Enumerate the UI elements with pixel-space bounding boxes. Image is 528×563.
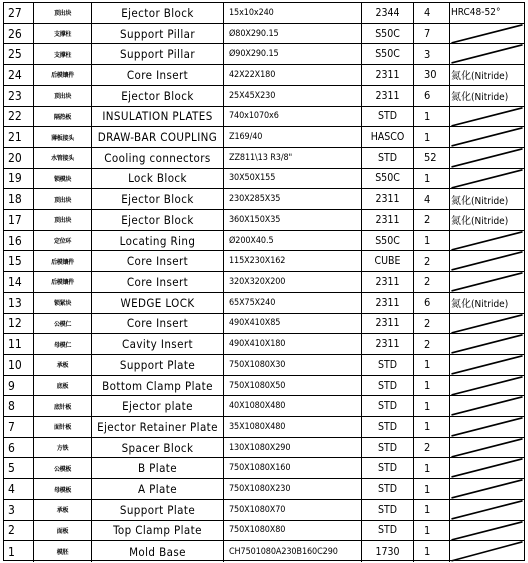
remark-cell [450,314,524,334]
quantity-cell: 2 [414,334,450,354]
part-name-cell: WEDGE LOCK [92,293,224,313]
part-name-cell: Ejector Block [92,189,224,209]
part-name-cell: Ejector Block [92,86,224,106]
empty-remark-diagonal [450,396,524,416]
material-cell: 2311 [362,86,414,106]
size-cell: 15x10x240 [224,3,362,23]
empty-remark-diagonal [450,438,524,458]
part-name-cell: Core Insert [92,272,224,292]
empty-remark-diagonal [450,231,524,251]
material-cell: STD [362,521,414,541]
quantity-cell: 1 [414,376,450,396]
remark-cell [450,148,524,168]
table-row [4,189,524,210]
remark-cell [450,541,524,562]
table-row [4,272,524,293]
material-cell: 2311 [362,293,414,313]
remark-cell [450,376,524,396]
remark-cell [450,44,524,64]
empty-remark-diagonal [450,251,524,271]
quantity-cell: 2 [414,272,450,292]
item-number-cell: 9 [4,376,34,396]
material-cell: 1730 [362,541,414,562]
item-number-cell: 24 [4,65,34,85]
chinese-name-cell: 方铁 [34,438,92,458]
size-cell: 35X1080X480 [224,417,362,437]
size-cell: 25X45X230 [224,86,362,106]
part-name-cell: Support Plate [92,355,224,375]
part-name-cell: Lock Block [92,169,224,189]
empty-remark-diagonal [450,417,524,437]
table-row [4,65,524,86]
remark-cell: 氮化(Nitride) [451,92,509,104]
empty-remark-diagonal [450,314,524,334]
quantity-cell: 1 [414,500,450,520]
quantity-cell: 7 [414,24,450,44]
material-cell: 2311 [362,65,414,85]
quantity-cell: 1 [414,127,450,147]
item-number-cell: 18 [4,189,34,209]
quantity-cell: 4 [414,3,450,23]
part-name-cell: Core Insert [92,251,224,271]
part-name-cell: Ejector Block [92,3,224,23]
table-row [4,396,524,417]
remark-cell: 氮化(Nitride) [451,299,509,311]
table-row [4,438,524,459]
chinese-name-cell: 顶出块 [34,3,92,23]
remark-cell [450,500,524,520]
part-name-cell: Support Pillar [92,44,224,64]
quantity-cell: 1 [414,355,450,375]
size-cell: ZZ811\13 R3/8" [224,148,362,168]
table-row [4,521,524,542]
size-cell: Z169/40 [224,127,362,147]
chinese-name-cell: 支撑柱 [34,44,92,64]
item-number-cell: 6 [4,438,34,458]
chinese-name-cell: 锁紧块 [34,293,92,313]
table-row [4,231,524,252]
empty-remark-diagonal [450,148,524,168]
chinese-name-cell: 承板 [34,355,92,375]
empty-remark-diagonal [450,458,524,478]
material-cell: STD [362,355,414,375]
size-cell: 750X1080X160 [224,458,362,478]
item-number-cell: 10 [4,355,34,375]
part-name-cell: B Plate [92,458,224,478]
remark-cell [450,355,524,375]
quantity-cell: 1 [414,417,450,437]
material-cell: S50C [362,24,414,44]
material-cell: S50C [362,231,414,251]
item-number-cell: 12 [4,314,34,334]
size-cell: 750X1080X70 [224,500,362,520]
table-row [4,148,524,169]
item-number-cell: 25 [4,44,34,64]
empty-remark-diagonal [450,334,524,354]
quantity-cell: 1 [414,458,450,478]
item-number-cell: 3 [4,500,34,520]
remark-cell [450,396,524,416]
item-number-cell: 2 [4,521,34,541]
remark-cell [450,251,524,271]
material-cell: STD [362,417,414,437]
table-row [4,500,524,521]
item-number-cell: 13 [4,293,34,313]
material-cell: 2311 [362,189,414,209]
item-number-cell: 27 [4,3,34,23]
size-cell: 750X1080X30 [224,355,362,375]
remark-cell: 氮化(Nitride) [451,216,509,228]
remark-cell [450,169,524,189]
item-number-cell: 15 [4,251,34,271]
material-cell: STD [362,376,414,396]
empty-remark-diagonal [450,355,524,375]
chinese-name-cell: 模胚 [34,541,92,562]
item-number-cell: 1 [4,541,34,562]
remark-cell [450,231,524,251]
part-name-cell: Ejector plate [92,396,224,416]
chinese-name-cell: 公模板 [34,458,92,478]
material-cell: STD [362,458,414,478]
item-number-cell: 22 [4,107,34,127]
bill-of-materials-table [3,2,525,561]
table-row [4,417,524,438]
size-cell: 42X22X180 [224,65,362,85]
empty-remark-diagonal [450,521,524,541]
table-row [4,479,524,500]
material-cell: CUBE [362,251,414,271]
chinese-name-cell: 母模板 [34,479,92,499]
table-row [4,24,524,45]
item-number-cell: 16 [4,231,34,251]
item-number-cell: 20 [4,148,34,168]
table-row [4,458,524,479]
quantity-cell: 1 [414,231,450,251]
size-cell: Ø200X40.5 [224,231,362,251]
chinese-name-cell: 母模仁 [34,334,92,354]
size-cell: 360X150X35 [224,210,362,230]
part-name-cell: Ejector Retainer Plate [92,417,224,437]
part-name-cell: Support Pillar [92,24,224,44]
chinese-name-cell: 后模镶件 [34,251,92,271]
part-name-cell: INSULATION PLATES [92,107,224,127]
table-row [4,541,524,562]
chinese-name-cell: 定位环 [34,231,92,251]
table-row [4,334,524,355]
item-number-cell: 4 [4,479,34,499]
empty-remark-diagonal [450,169,524,189]
chinese-name-cell: 隔热板 [34,107,92,127]
material-cell: 2311 [362,314,414,334]
quantity-cell: 4 [414,189,450,209]
part-name-cell: Core Insert [92,65,224,85]
material-cell: 2311 [362,210,414,230]
remark-cell [450,24,524,44]
remark-cell [450,458,524,478]
size-cell: 490X410X85 [224,314,362,334]
item-number-cell: 14 [4,272,34,292]
remark-cell: HRC48-52° [451,7,501,19]
material-cell: STD [362,438,414,458]
table-row [4,127,524,148]
remark-cell [450,479,524,499]
quantity-cell: 6 [414,86,450,106]
part-name-cell: Cooling connectors [92,148,224,168]
item-number-cell: 26 [4,24,34,44]
table-row [4,3,524,24]
part-name-cell: Core Insert [92,314,224,334]
size-cell: 320X320X200 [224,272,362,292]
quantity-cell: 1 [414,479,450,499]
size-cell: 750X1080X230 [224,479,362,499]
quantity-cell: 1 [414,107,450,127]
table-row [4,86,524,107]
size-cell: 115X230X162 [224,251,362,271]
empty-remark-diagonal [450,44,524,64]
part-name-cell: Spacer Block [92,438,224,458]
quantity-cell: 1 [414,521,450,541]
chinese-name-cell: 底针板 [34,396,92,416]
part-name-cell: Locating Ring [92,231,224,251]
size-cell: CH7501080A230B160C290 [224,541,362,562]
chinese-name-cell: 承板 [34,500,92,520]
material-cell: S50C [362,44,414,64]
material-cell: STD [362,107,414,127]
quantity-cell: 3 [414,44,450,64]
quantity-cell: 2 [414,210,450,230]
chinese-name-cell: 锁模块 [34,169,92,189]
size-cell: 750X1080X80 [224,521,362,541]
table-row [4,210,524,231]
size-cell: Ø90X290.15 [224,44,362,64]
part-name-cell: Top Clamp Plate [92,521,224,541]
empty-remark-diagonal [450,541,524,562]
chinese-name-cell: 顶出块 [34,210,92,230]
item-number-cell: 11 [4,334,34,354]
size-cell: 230X285X35 [224,189,362,209]
chinese-name-cell: 顶出块 [34,86,92,106]
material-cell: 2311 [362,334,414,354]
quantity-cell: 52 [414,148,450,168]
item-number-cell: 5 [4,458,34,478]
part-name-cell: Ejector Block [92,210,224,230]
table-row [4,169,524,190]
chinese-name-cell: 面针板 [34,417,92,437]
item-number-cell: 8 [4,396,34,416]
quantity-cell: 2 [414,314,450,334]
quantity-cell: 1 [414,169,450,189]
chinese-name-cell: 薄板接头 [34,127,92,147]
quantity-cell: 2 [414,438,450,458]
table-row [4,251,524,272]
size-cell: 30X50X155 [224,169,362,189]
size-cell: 740x1070x6 [224,107,362,127]
empty-remark-diagonal [450,376,524,396]
table-row [4,355,524,376]
size-cell: 40X1080X480 [224,396,362,416]
size-cell: 490X410X180 [224,334,362,354]
item-number-cell: 19 [4,169,34,189]
quantity-cell: 30 [414,65,450,85]
material-cell: STD [362,148,414,168]
item-number-cell: 17 [4,210,34,230]
remark-cell [450,107,524,127]
empty-remark-diagonal [450,24,524,44]
chinese-name-cell: 顶出块 [34,189,92,209]
remark-cell: 氮化(Nitride) [451,71,509,83]
item-number-cell: 21 [4,127,34,147]
chinese-name-cell: 后模镶件 [34,272,92,292]
material-cell: 2311 [362,272,414,292]
remark-cell [450,272,524,292]
part-name-cell: DRAW-BAR COUPLING [92,127,224,147]
table-row [4,107,524,128]
material-cell: STD [362,479,414,499]
size-cell: 130X1080X290 [224,438,362,458]
part-name-cell: Mold Base [92,541,224,562]
quantity-cell: 1 [414,396,450,416]
empty-remark-diagonal [450,272,524,292]
part-name-cell: Bottom Clamp Plate [92,376,224,396]
material-cell: S50C [362,169,414,189]
remark-cell [450,521,524,541]
remark-cell [450,127,524,147]
material-cell: HASCO [362,127,414,147]
table-row [4,376,524,397]
empty-remark-diagonal [450,479,524,499]
chinese-name-cell: 公模仁 [34,314,92,334]
material-cell: 2344 [362,3,414,23]
remark-cell [450,334,524,354]
item-number-cell: 23 [4,86,34,106]
material-cell: STD [362,396,414,416]
chinese-name-cell: 底板 [34,376,92,396]
empty-remark-diagonal [450,107,524,127]
item-number-cell: 7 [4,417,34,437]
chinese-name-cell: 水管接头 [34,148,92,168]
part-name-cell: Support Plate [92,500,224,520]
chinese-name-cell: 支撑柱 [34,24,92,44]
quantity-cell: 1 [414,541,450,562]
remark-cell [450,438,524,458]
material-cell: STD [362,500,414,520]
table-row [4,293,524,314]
chinese-name-cell: 后模镶件 [34,65,92,85]
quantity-cell: 6 [414,293,450,313]
size-cell: 65X75X240 [224,293,362,313]
quantity-cell: 2 [414,251,450,271]
remark-cell [450,417,524,437]
size-cell: Ø80X290.15 [224,24,362,44]
remark-cell: 氮化(Nitride) [451,195,509,207]
size-cell: 750X1080X50 [224,376,362,396]
table-row [4,314,524,335]
table-row [4,44,524,65]
chinese-name-cell: 面板 [34,521,92,541]
part-name-cell: A Plate [92,479,224,499]
empty-remark-diagonal [450,500,524,520]
part-name-cell: Cavity Insert [92,334,224,354]
empty-remark-diagonal [450,127,524,147]
